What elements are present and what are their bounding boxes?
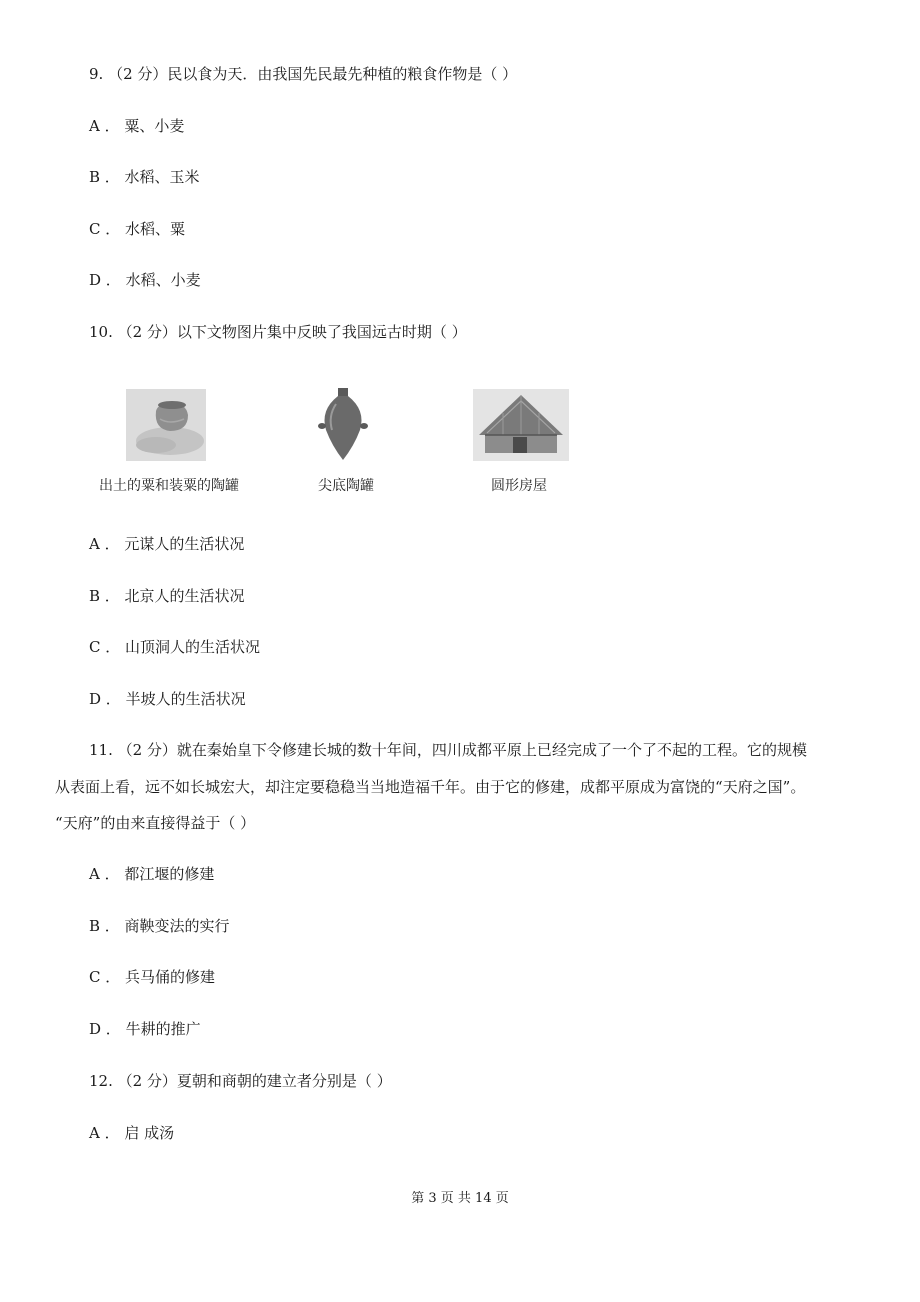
- question-11-stem-line-2: 从表面上看，远不如长城宏大，却注定要稳稳当当地造福千年。由于它的修建，成都平原成为富饶的“天府之国”。: [55, 778, 806, 796]
- question-9-option-a: A ． 粟、小麦: [89, 117, 185, 135]
- question-9-option-c: C ． 水稻、粟: [89, 220, 186, 238]
- figure-caption-pottery-jar: 出土的粟和装粟的陶罐: [99, 478, 239, 494]
- figure-caption-round-house: 圆形房屋: [491, 478, 547, 494]
- page-number-footer: 第 3 页 共 14 页: [411, 1191, 509, 1206]
- question-10-option-b: B ． 北京人的生活状况: [89, 587, 245, 605]
- question-11-stem-line-1: 11. （2 分）就在秦始皇下令修建长城的数十年间，四川成都平原上已经完成了一个了不起的工程。它的规模: [89, 741, 807, 759]
- question-9-option-b: B ． 水稻、玉米: [89, 168, 200, 186]
- pottery-jar-with-millet-icon: [126, 389, 206, 461]
- question-10-option-d: D ． 半坡人的生活状况: [89, 690, 246, 708]
- question-10-option-c: C ． 山顶洞人的生活状况: [89, 638, 261, 656]
- question-9-stem: 9. （2 分）民以食为天．由我国先民最先种植的粮食作物是（ ）: [89, 65, 518, 83]
- question-12-stem: 12. （2 分）夏朝和商朝的建立者分别是（ ）: [89, 1072, 392, 1090]
- question-12-option-a: A ． 启 成汤: [89, 1124, 175, 1142]
- question-11-option-d: D ． 牛耕的推广: [89, 1020, 201, 1038]
- question-11-stem-line-3: “天府”的由来直接得益于（ ）: [55, 814, 256, 832]
- pointed-bottom-amphora-icon: [314, 386, 372, 462]
- figure-caption-amphora: 尖底陶罐: [318, 478, 374, 494]
- round-thatched-house-icon: [473, 389, 569, 461]
- question-9-option-d: D ． 水稻、小麦: [89, 271, 201, 289]
- question-10-option-a: A ． 元谋人的生活状况: [89, 535, 245, 553]
- question-11-option-c: C ． 兵马俑的修建: [89, 968, 216, 986]
- question-11-option-a: A ． 都江堰的修建: [89, 865, 215, 883]
- question-10-stem: 10. （2 分）以下文物图片集中反映了我国远古时期（ ）: [89, 323, 467, 341]
- question-11-option-b: B ． 商鞅变法的实行: [89, 917, 230, 935]
